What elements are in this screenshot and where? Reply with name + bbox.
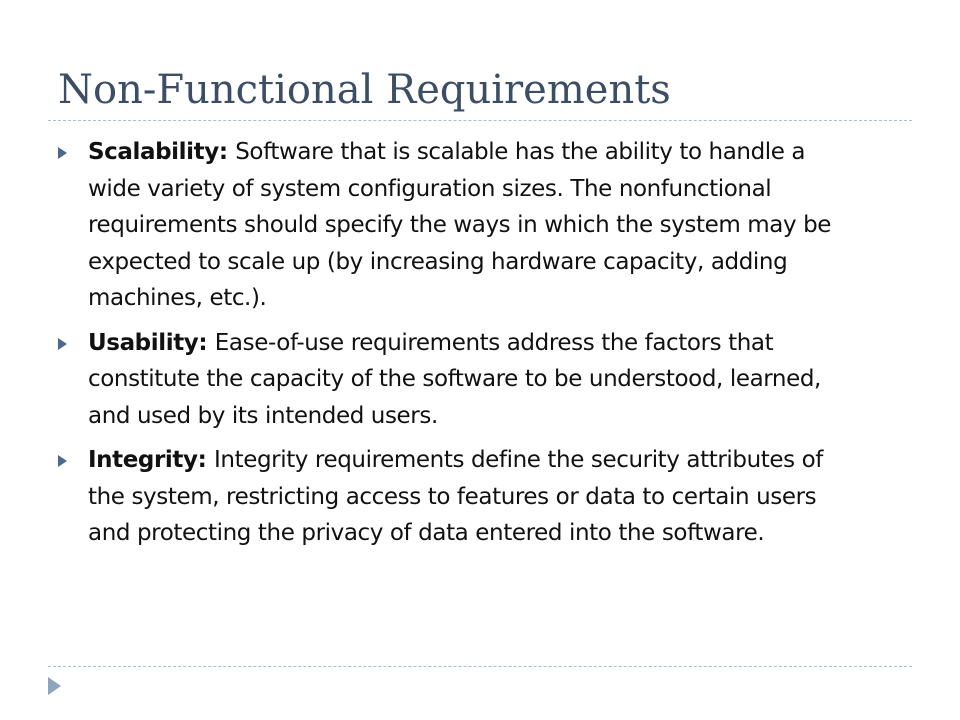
triangle-bullet-icon [58, 147, 67, 159]
slide-title: Non-Functional Requirements [58, 67, 671, 113]
bullet-term: Usability: [88, 329, 215, 356]
bullet-term: Integrity: [88, 447, 215, 473]
bullet-usability [52, 325, 862, 435]
bullet-term: Scalability: [88, 139, 236, 165]
bullet-list [52, 134, 862, 560]
bullet-text: Integrity requirements define the security attributes of the system, restricting access to features or data to certain users and protecting the privacy of data entered into the software. [88, 447, 824, 546]
footer-divider [48, 666, 912, 667]
triangle-footer-icon [48, 677, 61, 695]
title-divider [48, 120, 912, 121]
bullet-text: Software that is scalable has the ability to handle a wide variety of system configuration sizes. The nonfunctional requirements should specify the ways in which the system may be expected to scale up (by increasing hardware capacity, adding machines, etc.). [88, 139, 832, 311]
bullet-integrity [52, 442, 862, 552]
triangle-bullet-icon [58, 455, 67, 467]
triangle-bullet-icon [58, 338, 67, 350]
bullet-text: Ease-of-use requirements address the factors that constitute the capacity of the software to be understood, learned, and used by its intended users. [88, 329, 821, 429]
bullet-scalability [52, 134, 862, 317]
